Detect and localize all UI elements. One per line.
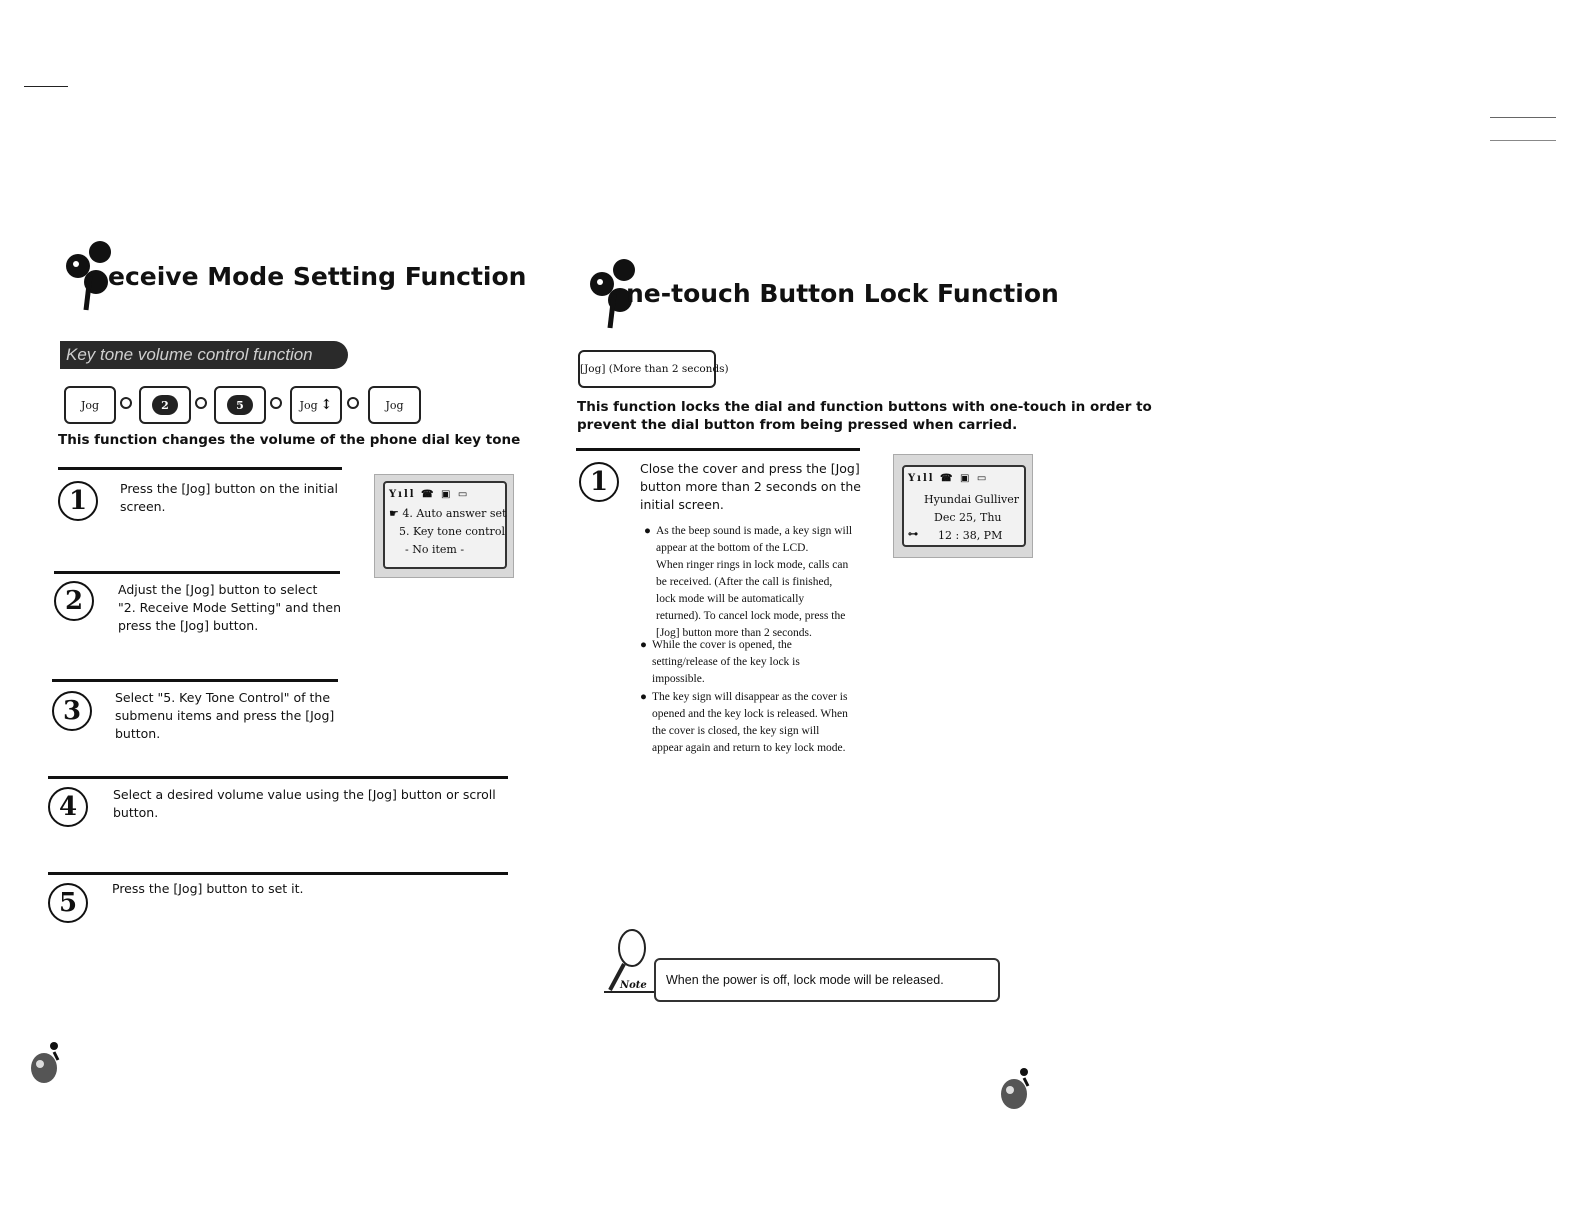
- jog-key: Jog: [64, 386, 116, 424]
- jog-scroll-key: Jog ↕: [290, 386, 342, 424]
- jog-hold-key: [Jog] (More than 2 seconds): [578, 350, 716, 388]
- next-step-icon: [195, 397, 207, 409]
- section-banner: Key tone volume control function: [60, 341, 348, 369]
- step-number: 2: [54, 581, 94, 621]
- note-label: Note: [620, 980, 647, 991]
- jog-key: Jog: [368, 386, 421, 424]
- step-number: 1: [58, 481, 98, 521]
- step-number: 5: [48, 883, 88, 923]
- next-step-icon: [120, 397, 132, 409]
- key-2: 2: [139, 386, 191, 424]
- note-box: When the power is off, lock mode will be released.: [654, 958, 1000, 1002]
- lcd-screen: Yıll ☎ ▣ ▭ ☛ 4. Auto answer set 5. Key tone control - No item -: [374, 474, 514, 578]
- step-text: Select "5. Key Tone Control" of the submenu items and press the [Jog] button.: [115, 690, 335, 741]
- step-number: 4: [48, 787, 88, 827]
- page-title: ne-touch Button Lock Function: [626, 279, 1059, 308]
- step-number: 3: [52, 691, 92, 731]
- lcd-screen: Yıll ☎ ▣ ▭ Hyundai Gulliver Dec 25, Thu ⊶ 12 : 38, PM: [893, 454, 1033, 558]
- step-text: Press the [Jog] button on the initial screen.: [120, 481, 338, 514]
- step-text: Adjust the [Jog] button to select "2. Receive Mode Setting" and then press the [Jog] button.: [118, 582, 341, 633]
- function-description: This function locks the dial and function buttons with one-touch in order to prevent the dial button from being pressed when carried.: [577, 399, 1152, 433]
- bullet-item: ● While the cover is opened, the setting/release of the key lock is impossible.: [640, 639, 800, 685]
- step-text: Select a desired volume value using the [Jog] button or scroll button.: [113, 787, 496, 820]
- bullet-item: ● The key sign will disappear as the cover is opened and the key lock is released. When the cover is closed, the key sign will appear again and return to key lock mode.: [640, 691, 848, 754]
- bullet-item: ● As the beep sound is made, a key sign will appear at the bottom of the LCD. When ringer rings in lock mode, calls can be received. (After the call is finished, lock mode will be automatically returned). To cancel lock mode, press the [Jog] button more than 2 seconds.: [644, 525, 853, 639]
- step-text: Close the cover and press the [Jog] button more than 2 seconds on the initial screen.: [640, 461, 861, 512]
- step-number: 1: [579, 462, 619, 502]
- mascot-icon: [28, 1040, 64, 1086]
- key-5: 5: [214, 386, 266, 424]
- mascot-icon: [998, 1066, 1034, 1112]
- function-description: This function changes the volume of the phone dial key tone: [58, 432, 521, 448]
- next-step-icon: [347, 397, 359, 409]
- next-step-icon: [270, 397, 282, 409]
- page-title: eceive Mode Setting Function: [108, 262, 527, 291]
- step-text: Press the [Jog] button to set it.: [112, 881, 304, 896]
